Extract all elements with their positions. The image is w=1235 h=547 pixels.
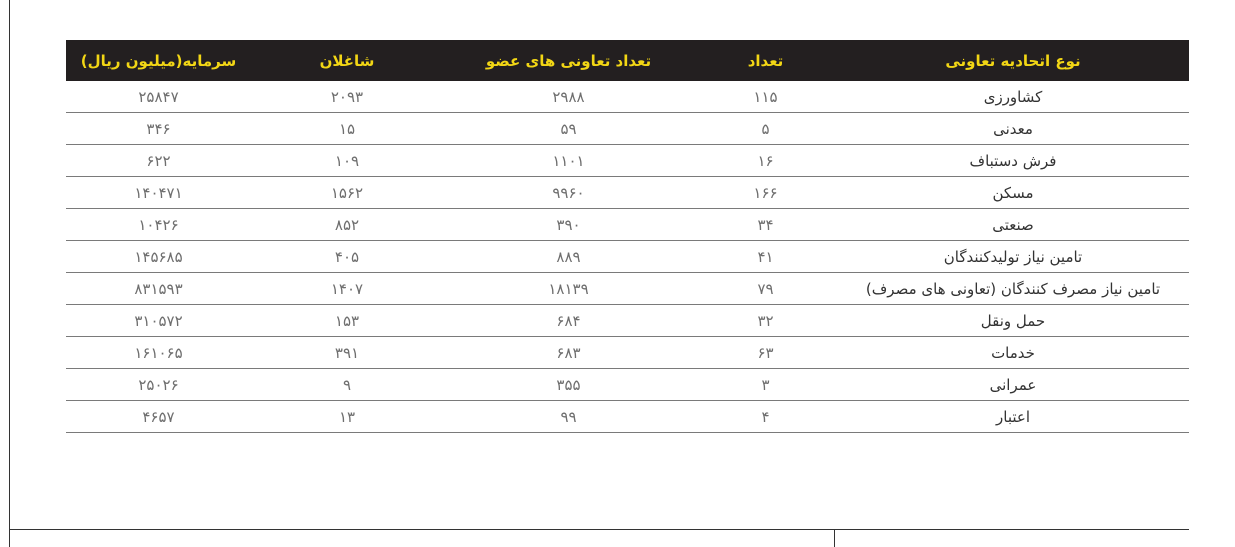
- table-row: [66, 305, 1189, 337]
- cell-employees: ۱۵۶۲: [251, 177, 443, 209]
- table-row: [66, 81, 1189, 113]
- table-body: [66, 81, 1189, 433]
- cell-capital: ۱۴۵۶۸۵: [66, 241, 251, 273]
- cell-count: ۱۶: [694, 145, 837, 177]
- cell-employees: ۱۵۳: [251, 305, 443, 337]
- cell-employees: ۱۴۰۷: [251, 273, 443, 305]
- cell-member-cooperatives: ۸۸۹: [443, 241, 694, 273]
- cell-count: ۳۲: [694, 305, 837, 337]
- cell-union-type: تامین نیاز تولیدکنندگان: [837, 241, 1189, 273]
- cell-union-type: فرش دستباف: [837, 145, 1189, 177]
- cell-count: ۳: [694, 369, 837, 401]
- table-row: [66, 241, 1189, 273]
- cell-capital: ۲۵۸۴۷: [66, 81, 251, 113]
- cell-member-cooperatives: ۱۱۰۱: [443, 145, 694, 177]
- header-count: تعداد: [694, 40, 837, 81]
- cell-union-type: عمرانی: [837, 369, 1189, 401]
- cell-capital: ۲۵۰۲۶: [66, 369, 251, 401]
- cell-capital: ۴۶۵۷: [66, 401, 251, 433]
- cell-capital: ۳۱۰۵۷۲: [66, 305, 251, 337]
- cell-union-type: صنعتی: [837, 209, 1189, 241]
- cell-employees: ۴۰۵: [251, 241, 443, 273]
- cell-member-cooperatives: ۲۹۸۸: [443, 81, 694, 113]
- table-row: [66, 177, 1189, 209]
- cell-union-type: اعتبار: [837, 401, 1189, 433]
- cell-member-cooperatives: ۳۵۵: [443, 369, 694, 401]
- cell-capital: ۳۴۶: [66, 113, 251, 145]
- cell-capital: ۱۰۴۲۶: [66, 209, 251, 241]
- cell-capital: ۱۴۰۴۷۱: [66, 177, 251, 209]
- header-employees: شاغلان: [251, 40, 443, 81]
- cooperative-unions-table: [66, 40, 1189, 433]
- table-row: [66, 401, 1189, 433]
- cell-employees: ۱۳: [251, 401, 443, 433]
- table-header: [66, 40, 1189, 81]
- cell-member-cooperatives: ۵۹: [443, 113, 694, 145]
- cell-count: ۴: [694, 401, 837, 433]
- cell-capital: ۱۶۱۰۶۵: [66, 337, 251, 369]
- table-row: [66, 113, 1189, 145]
- cell-count: ۳۴: [694, 209, 837, 241]
- cell-employees: ۱۰۹: [251, 145, 443, 177]
- cell-member-cooperatives: ۶۸۴: [443, 305, 694, 337]
- cell-count: ۶۳: [694, 337, 837, 369]
- header-member-cooperatives: تعداد تعاونی های عضو: [443, 40, 694, 81]
- cell-union-type: خدمات: [837, 337, 1189, 369]
- cell-union-type: حمل ونقل: [837, 305, 1189, 337]
- cell-count: ۱۶۶: [694, 177, 837, 209]
- frame-divider-tick: [834, 529, 835, 547]
- table-row: [66, 209, 1189, 241]
- header-capital: سرمایه(میلیون ریال): [66, 40, 251, 81]
- cell-union-type: مسکن: [837, 177, 1189, 209]
- cell-employees: ۱۵: [251, 113, 443, 145]
- table-row: [66, 337, 1189, 369]
- table-row: [66, 273, 1189, 305]
- cell-member-cooperatives: ۹۹: [443, 401, 694, 433]
- cell-count: ۷۹: [694, 273, 837, 305]
- cell-member-cooperatives: ۱۸۱۳۹: [443, 273, 694, 305]
- cell-member-cooperatives: ۳۹۰: [443, 209, 694, 241]
- cell-capital: ۸۳۱۵۹۳: [66, 273, 251, 305]
- header-union-type: نوع اتحادیه تعاونی: [837, 40, 1189, 81]
- cell-member-cooperatives: ۹۹۶۰: [443, 177, 694, 209]
- frame-bottom-rule: [9, 529, 1189, 530]
- cell-capital: ۶۲۲: [66, 145, 251, 177]
- cell-union-type: معدنی: [837, 113, 1189, 145]
- cell-employees: ۸۵۲: [251, 209, 443, 241]
- cell-employees: ۳۹۱: [251, 337, 443, 369]
- cell-union-type: کشاورزی: [837, 81, 1189, 113]
- cell-count: ۱۱۵: [694, 81, 837, 113]
- frame-left-rule: [9, 0, 10, 547]
- cell-employees: ۹: [251, 369, 443, 401]
- cell-employees: ۲۰۹۳: [251, 81, 443, 113]
- table-row: [66, 369, 1189, 401]
- header-row: [66, 40, 1189, 81]
- cell-count: ۵: [694, 113, 837, 145]
- table-row: [66, 145, 1189, 177]
- cell-union-type: تامین نیاز مصرف کنندگان (تعاونی های مصرف): [837, 273, 1189, 305]
- cell-member-cooperatives: ۶۸۳: [443, 337, 694, 369]
- cell-count: ۴۱: [694, 241, 837, 273]
